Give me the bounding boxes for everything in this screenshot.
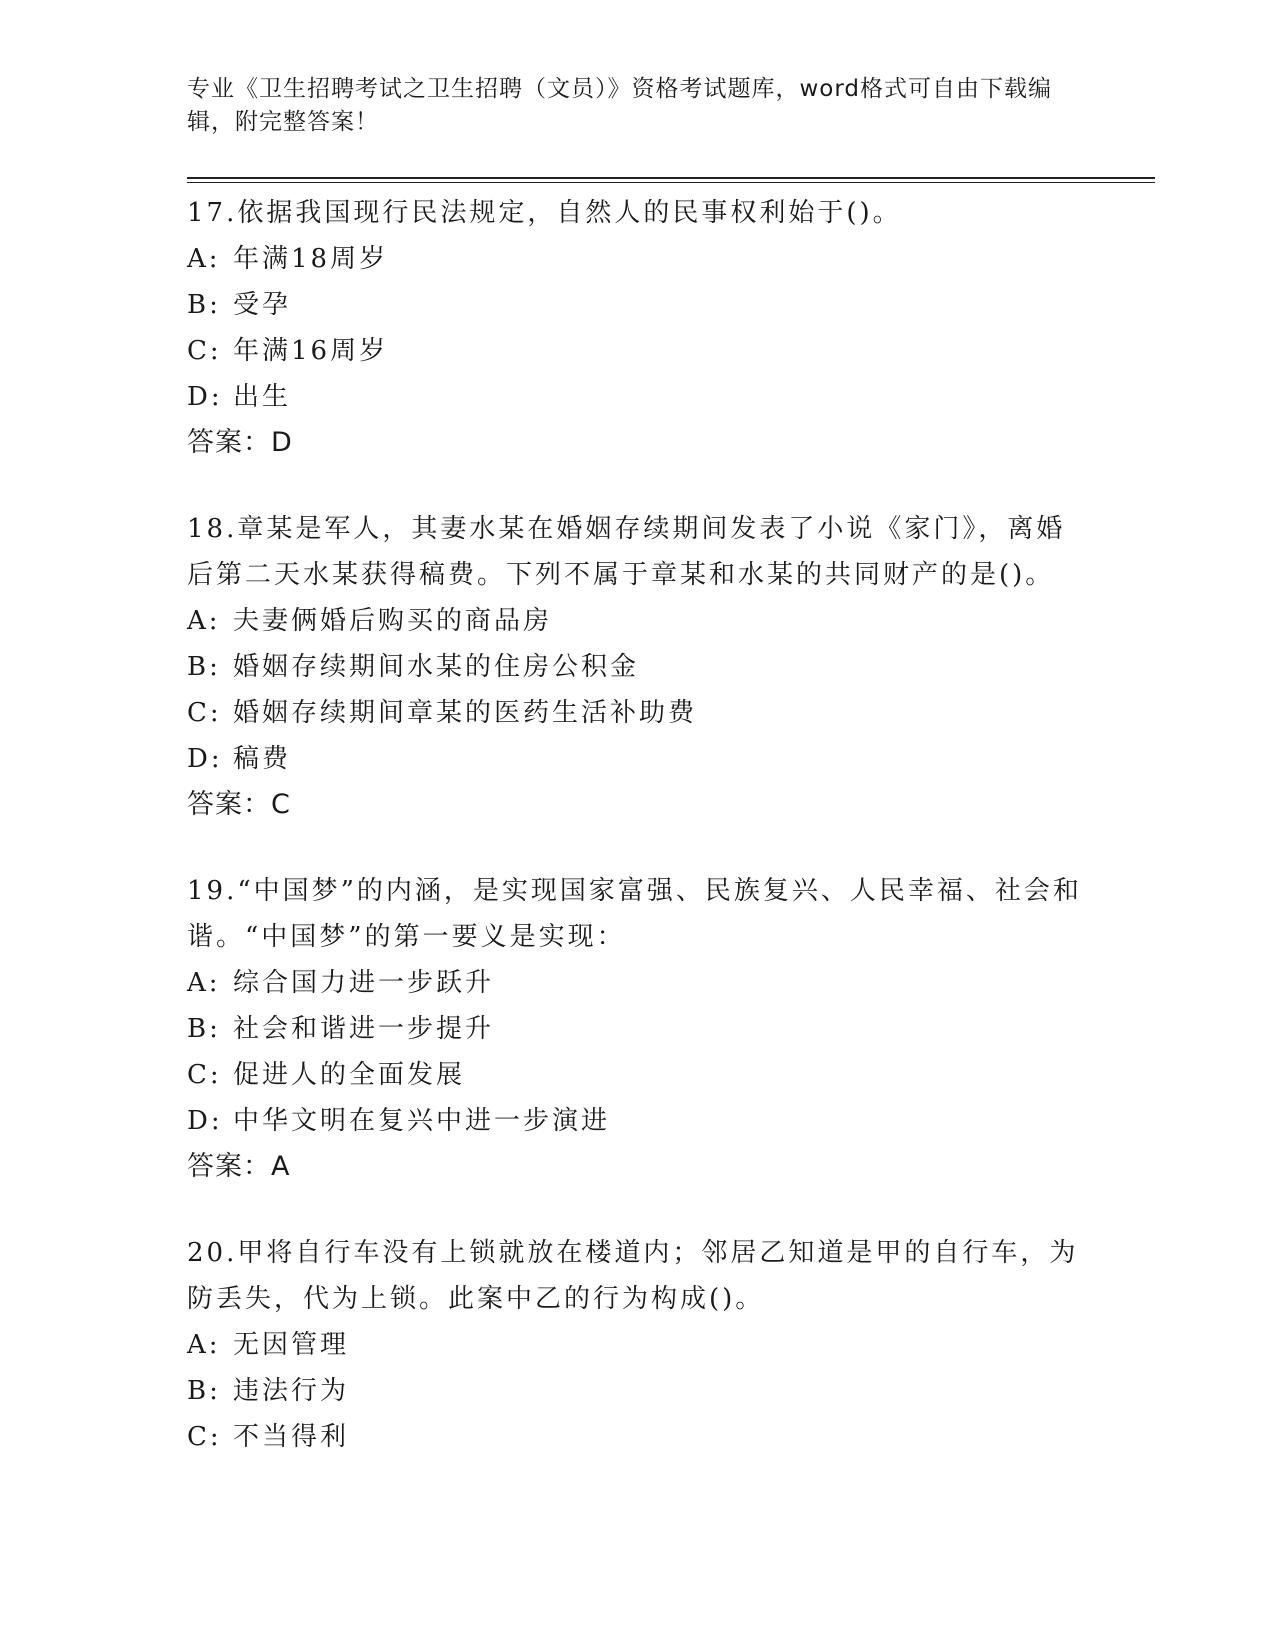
question-text: 19.“中国梦”的内涵，是实现国家富强、民族复兴、人民幸福、社会和谐。“中国梦”的第一要义是实现： [187,876,1082,952]
document-header: 专业《卫生招聘考试之卫生招聘（文员）》资格考试题库，word格式可自由下载编辑，附完整答案！ [187,76,1053,135]
option-d [187,1098,1087,1144]
option-a [187,598,1087,644]
option-text: 不当得利 [233,1422,350,1452]
option-letter: C: [187,1422,222,1452]
option-text: 中华文明在复兴中进一步演进 [233,1106,611,1136]
option-letter: C: [187,698,222,728]
question-text: 20.甲将自行车没有上锁就放在楼道内；邻居乙知道是甲的自行车，为防丢失，代为上锁。此案中乙的行为构成()。 [187,1238,1079,1314]
option-text: 年满18周岁 [233,244,389,274]
option-text: 出生 [233,382,292,412]
option-text: 稿费 [233,744,292,774]
option-text: 违法行为 [233,1376,350,1406]
option-text: 促进人的全面发展 [233,1060,466,1090]
answer-line: 答案：D [187,427,293,458]
option-c [187,690,1087,736]
answer-line: 答案：C [187,789,291,820]
option-text: 受孕 [233,290,292,320]
option-letter: B: [187,1014,221,1044]
question-20 [187,1230,1087,1460]
option-text: 婚姻存续期间水某的住房公积金 [233,652,640,682]
answer-line: 答案：A [187,1151,291,1182]
question-text: 18.章某是军人，其妻水某在婚姻存续期间发表了小说《家门》，离婚后第二天水某获得稿费。下列不属于章某和水某的共同财产的是()。 [187,514,1066,590]
question-17 [187,190,1087,466]
option-letter: C: [187,336,222,366]
option-a [187,960,1087,1006]
option-c [187,328,1087,374]
question-19 [187,868,1087,1190]
option-letter: B: [187,1376,221,1406]
option-a [187,236,1087,282]
option-d [187,736,1087,782]
option-b [187,644,1087,690]
option-letter: B: [187,290,221,320]
question-list [187,190,1087,1500]
option-c [187,1052,1087,1098]
header-divider-thick [187,177,1155,179]
option-letter: A: [187,606,221,636]
option-c [187,1414,1087,1460]
option-letter: D: [187,1106,223,1136]
option-letter: B: [187,652,221,682]
option-text: 年满16周岁 [233,336,389,366]
option-letter: D: [187,744,223,774]
question-text: 17.依据我国现行民法规定，自然人的民事权利始于()。 [187,198,902,228]
header-divider-thin [187,182,1155,183]
option-letter: A: [187,244,221,274]
question-18 [187,506,1087,828]
option-text: 婚姻存续期间章某的医药生活补助费 [233,698,698,728]
option-d [187,374,1087,420]
option-letter: A: [187,1330,221,1360]
option-text: 无因管理 [233,1330,350,1360]
option-text: 社会和谐进一步提升 [233,1014,495,1044]
option-b [187,1368,1087,1414]
option-letter: D: [187,382,223,412]
option-text: 夫妻俩婚后购买的商品房 [233,606,553,636]
option-b [187,1006,1087,1052]
option-b [187,282,1087,328]
option-letter: A: [187,968,221,998]
option-a [187,1322,1087,1368]
option-letter: C: [187,1060,222,1090]
option-text: 综合国力进一步跃升 [233,968,495,998]
